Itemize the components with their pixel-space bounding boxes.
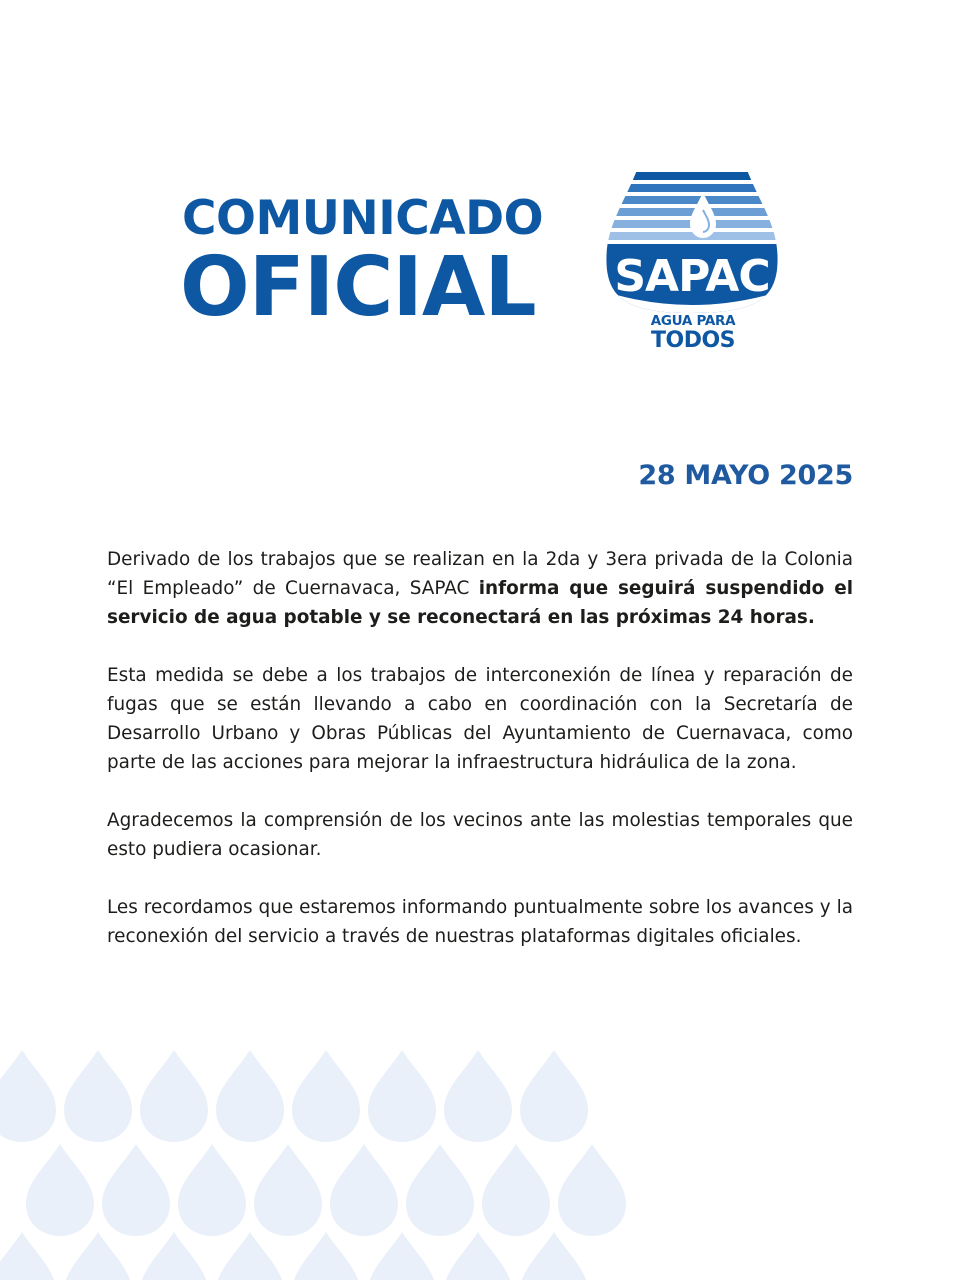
tagline-line2: TODOS <box>650 328 736 353</box>
logo-tagline <box>628 313 758 353</box>
paragraph-2: Esta medida se debe a los trabajos de interconexión de línea y reparación de fugas que se están llevando a cabo en coordinación con la Secretaría de Desarrollo Urbano y Obras Públicas del Ayuntamiento de Cuernavaca, como parte de las acciones para mejorar la infraestructura hidráulica de la zona. <box>107 665 853 773</box>
headline-line2: OFICIAL <box>180 240 536 335</box>
drop-shape-icon <box>406 1144 474 1236</box>
paragraph-1 <box>107 545 853 632</box>
paragraph-1-bold: informa que seguirá suspendido el servicio de agua potable y se reconectará en las próximas 24 horas. <box>107 578 854 628</box>
drop-shape-icon <box>216 1050 284 1142</box>
drop-shape-icon <box>444 1050 512 1142</box>
drop-pattern-group <box>0 1050 626 1280</box>
drop-shape-icon <box>140 1232 208 1280</box>
drop-shape-icon <box>330 1144 398 1236</box>
drop-shape-icon <box>520 1050 588 1142</box>
paragraph-1-normal: Derivado de los trabajos que se realizan en la 2da y 3era privada de la Colonia “El Empleado” de Cuernavaca, SAPAC <box>107 549 853 599</box>
statement-date: 28 MAYO 2025 <box>638 460 853 491</box>
drop-shape-icon <box>64 1232 132 1280</box>
drop-shape-icon <box>254 1144 322 1236</box>
water-drop-pattern <box>0 1040 640 1280</box>
drop-shape-icon <box>64 1050 132 1142</box>
drop-shape-icon <box>292 1232 360 1280</box>
drop-shape-icon <box>444 1232 512 1280</box>
drop-shape-icon <box>558 1144 626 1236</box>
drop-shape-icon <box>140 1050 208 1142</box>
drop-shape-icon <box>368 1050 436 1142</box>
paragraph-3: Agradecemos la comprensión de los vecinos ante las molestias temporales que esto pudiera ocasionar. <box>107 810 853 860</box>
drop-shape-icon <box>216 1232 284 1280</box>
headline-line1: COMUNICADO <box>182 191 544 246</box>
drop-shape-icon <box>292 1050 360 1142</box>
drop-shape-icon <box>368 1232 436 1280</box>
drop-shape-icon <box>178 1144 246 1236</box>
drop-shape-icon <box>0 1232 56 1280</box>
statement-body <box>107 545 853 980</box>
paragraph-4: Les recordamos que estaremos informando puntualmente sobre los avances y la reconexión del servicio a través de nuestras plataformas digitales oficiales. <box>107 897 853 947</box>
drop-shape-icon <box>482 1144 550 1236</box>
tagline-line1: AGUA PARA <box>650 313 736 329</box>
logo-wordmark: SAPAC <box>614 251 770 302</box>
drop-shape-icon <box>0 1050 56 1142</box>
drop-shape-icon <box>26 1144 94 1236</box>
drop-shape-icon <box>102 1144 170 1236</box>
headline <box>180 191 572 335</box>
drop-shape-icon <box>520 1232 588 1280</box>
